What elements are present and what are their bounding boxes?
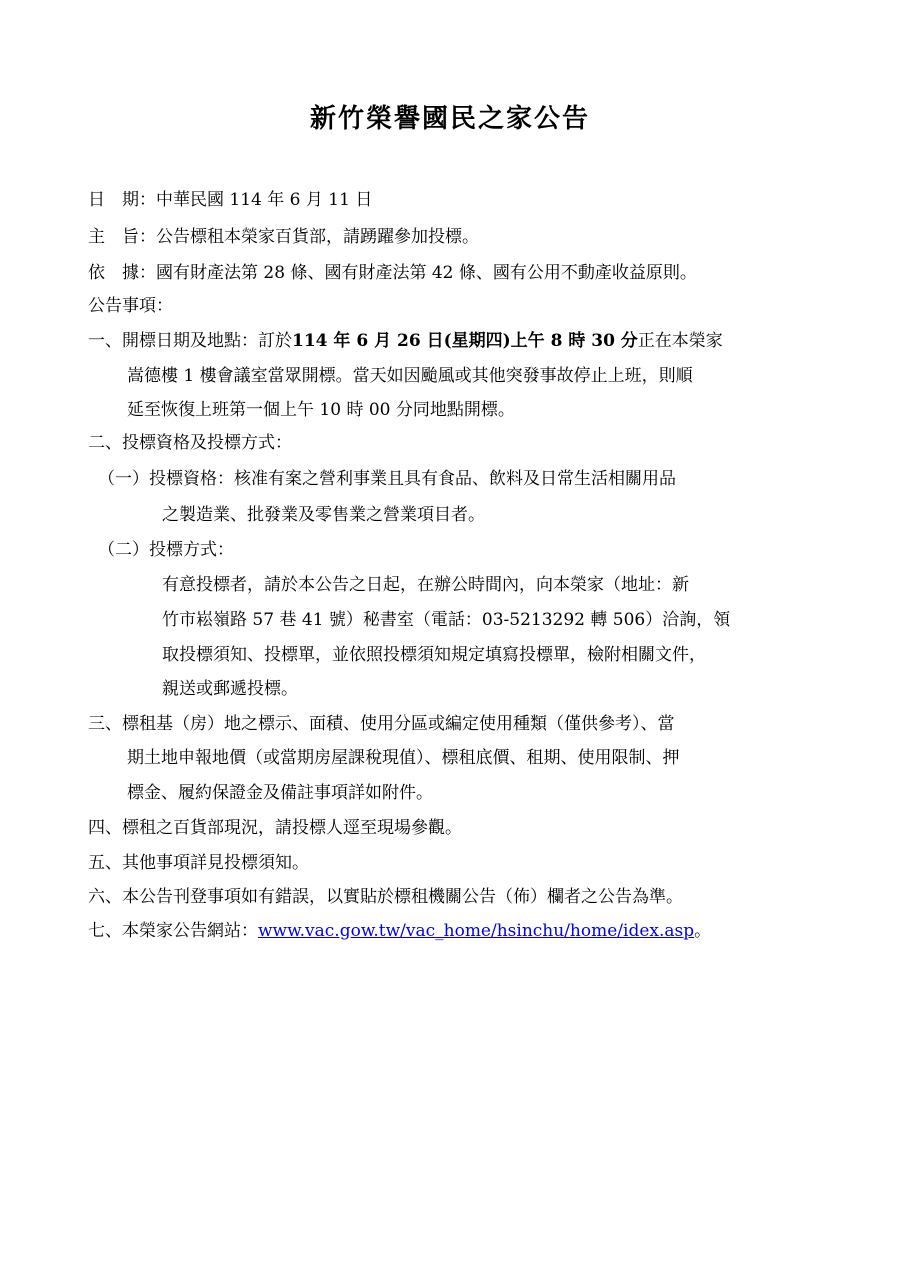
item2-sub2-line3: 取投標須知、投標單，並依照投標須知規定填寫投標單，檢附相關文件，: [162, 645, 706, 665]
item1-line1: [88, 331, 723, 351]
item2-sub2-line1: 有意投標者，請於本公告之日起，在辦公時間內，向本榮家（地址：新: [162, 575, 689, 595]
item2-sub2-line4: 親送或郵遞投標。: [162, 679, 298, 699]
item1-line3: 延至恢復上班第一個上午 10 時 00 分同地點開標。: [127, 400, 515, 420]
item3-line2: 期土地申報地價（或當期房屋課稅現值）、標租底價、租期、使用限制、押: [127, 748, 680, 768]
item6: 六、本公告刊登事項如有錯誤，以實貼於標租機關公告（佈）欄者之公告為準。: [88, 887, 683, 907]
item1-suffix: 正在本榮家: [637, 331, 723, 351]
item1-prefix: 一、開標日期及地點：訂於: [88, 331, 292, 351]
item7-line: [88, 921, 711, 941]
item2-sub1-line2: 之製造業、批發業及零售業之營業項目者。: [162, 505, 485, 525]
item1-bold-date: 114 年 6 月 26 日(星期四)上午 8 時 30 分: [292, 331, 638, 351]
item2-sub1-line1: （一）投標資格：核准有案之營利事業且具有食品、飲料及日常生活相關用品: [98, 469, 676, 489]
basis-line: 依 據：國有財產法第 28 條、國有財產法第 42 條、國有公用不動產收益原則。: [88, 263, 697, 283]
item2-heading: 二、投標資格及投標方式：: [88, 433, 292, 453]
subject-line: 主 旨：公告標租本榮家百貨部，請踴躍參加投標。: [88, 227, 479, 247]
item4: 四、標租之百貨部現況，請投標人逕至現場參觀。: [88, 818, 462, 838]
item7-suffix: 。: [694, 921, 712, 941]
item5: 五、其他事項詳見投標須知。: [88, 853, 309, 873]
item3-line1: 三、標租基（房）地之標示、面積、使用分區或編定使用種類（僅供參考）、當: [88, 714, 675, 734]
item2-sub2-line2: 竹市崧嶺路 57 巷 41 號）秘書室（電話：03-5213292 轉 506）洽詢，領: [162, 610, 731, 630]
item1-line2: 嵩德樓 1 樓會議室當眾開標。當天如因颱風或其他突發事故停止上班，則順: [127, 366, 693, 386]
items-heading: 公告事項：: [88, 296, 173, 316]
page-title: 新竹榮譽國民之家公告: [309, 104, 590, 134]
item3-line3: 標金、履約保證金及備註事項詳如附件。: [127, 783, 433, 803]
item2-sub2-heading: （二）投標方式：: [98, 540, 234, 560]
item7-prefix: 七、本榮家公告網站：: [88, 921, 258, 941]
website-link[interactable]: www.vac.gow.tw/vac_home/hsinchu/home/idex.asp: [258, 921, 695, 941]
date-line: 日 期：中華民國 114 年 6 月 11 日: [88, 190, 373, 210]
